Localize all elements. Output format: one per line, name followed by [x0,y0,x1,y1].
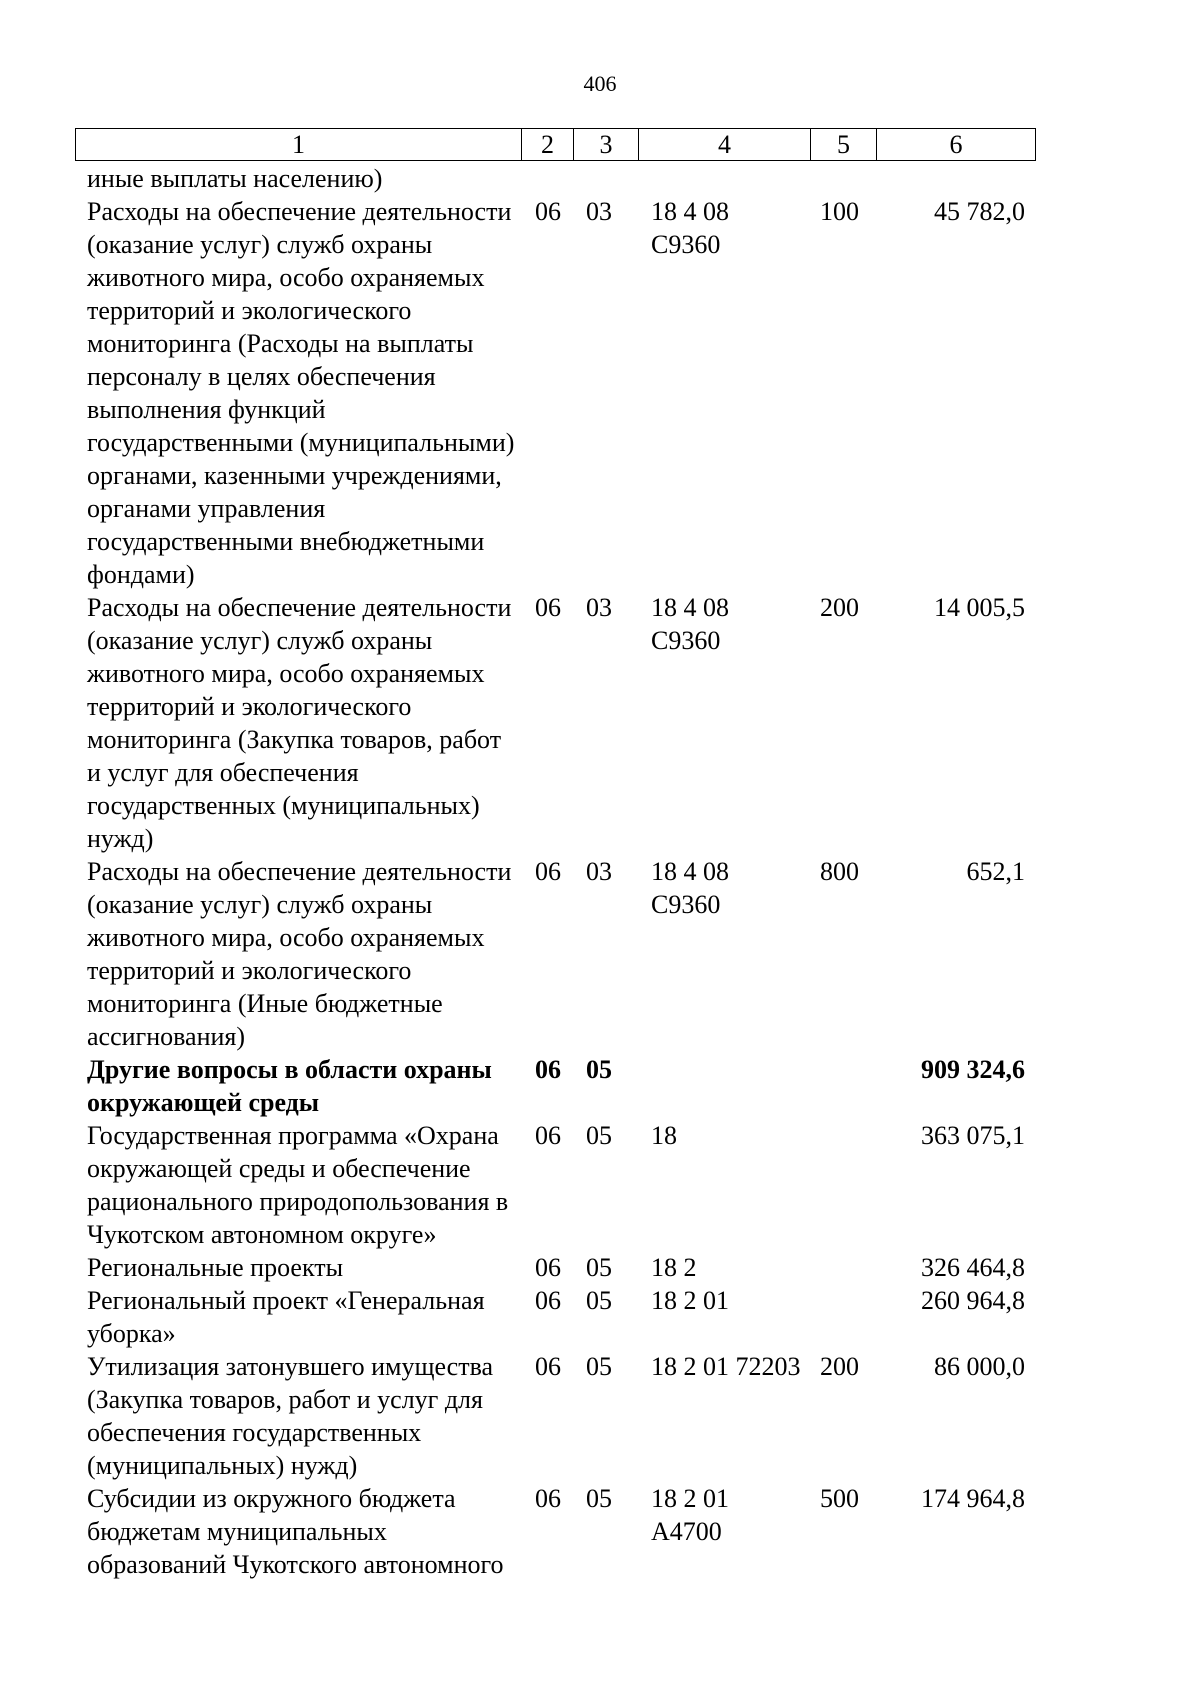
row-amount: 652,1 [966,857,1025,886]
row-target-article [638,1251,810,1284]
row-subsection-code: 05 [586,1253,612,1282]
row-name: иные выплаты населению) [87,164,383,193]
row-target-article [638,1284,810,1350]
row-expense-type [810,1053,876,1119]
target-article-line-2: С9360 [651,230,721,259]
row-section-code [521,162,573,195]
row-name: Утилизация затонувшего имущества (Закупка товаров, работ и услуг для обеспечения государственных (муниципальных) нужд) [87,1352,494,1480]
row-amount: 909 324,6 [921,1055,1025,1084]
target-article-line-1: 18 2 01 72203 [651,1352,801,1381]
target-article-line-1: 18 2 [651,1253,697,1282]
row-subsection-code: 03 [586,197,612,226]
row-section-code: 06 [535,1484,561,1513]
target-article-line-1: 18 [651,1121,677,1150]
row-name: Региональный проект «Генеральная уборка» [87,1286,485,1348]
table-header [75,128,1036,161]
header-col-1: 1 [76,129,522,161]
target-article-line-1: 18 4 08 [651,593,729,622]
row-name: Расходы на обеспечение деятельности (оказание услуг) служб охраны животного мира, особо охраняемых территорий и экологического мониторинга (Расходы на выплаты персоналу в целях обеспечения выполнения функций государственными (муниципальными) органами, казенными учреждениями, органами управления государственными внебюджетными фондами) [87,197,515,589]
header-col-3: 3 [574,129,639,161]
table-row [75,1053,1035,1119]
row-target-article [638,162,810,195]
target-article-line-2: А4700 [651,1517,722,1546]
row-name: Расходы на обеспечение деятельности (оказание услуг) служб охраны животного мира, особо охраняемых территорий и экологического мониторинга (Иные бюджетные ассигнования) [87,857,512,1051]
table-row [75,855,1035,1053]
row-section-code: 06 [535,1286,561,1315]
row-subsection-code: 03 [586,593,612,622]
row-subsection-code: 05 [586,1286,612,1315]
row-section-code: 06 [535,593,561,622]
header-col-6: 6 [877,129,1036,161]
target-article-line-1: 18 2 01 [651,1484,729,1513]
table-row [75,195,1035,591]
header-col-5: 5 [811,129,877,161]
row-subsection-code: 05 [586,1484,612,1513]
table-row [75,591,1035,855]
target-article-line-2: С9360 [651,890,721,919]
row-name: Государственная программа «Охрана окружающей среды и обеспечение рационального природопользования в Чукотском автономном округе» [87,1121,509,1249]
row-amount: 363 075,1 [921,1121,1025,1150]
header-col-4: 4 [639,129,811,161]
row-amount: 86 000,0 [934,1352,1025,1381]
table-row [75,1119,1035,1251]
table-row [75,1251,1035,1284]
row-section-code: 06 [535,857,561,886]
target-article-line-1: 18 2 01 [651,1286,729,1315]
row-section-code: 06 [535,197,561,226]
row-subsection-code: 05 [586,1352,612,1381]
row-subsection-code: 05 [586,1121,612,1150]
row-amount: 14 005,5 [934,593,1025,622]
target-article-line-1: 18 4 08 [651,197,729,226]
row-name: Субсидии из окружного бюджета бюджетам муниципальных образований Чукотского автономного [87,1484,504,1579]
row-expense-type: 500 [820,1484,859,1513]
target-article-line-1: 18 4 08 [651,857,729,886]
row-section-code: 06 [535,1121,561,1150]
row-target-article [638,1119,810,1251]
row-target-article [638,1350,810,1482]
row-subsection-code: 03 [586,857,612,886]
row-expense-type [810,1284,876,1350]
table-row [75,162,1035,195]
row-section-code: 06 [535,1352,561,1381]
row-target-article [638,1482,810,1581]
target-article-line-2: С9360 [651,626,721,655]
row-section-code: 06 [535,1253,561,1282]
row-amount: 174 964,8 [921,1484,1025,1513]
row-expense-type [810,1251,876,1284]
row-expense-type: 200 [820,593,859,622]
row-subsection-code: 05 [586,1055,612,1084]
table-row [75,1350,1035,1482]
table-row [75,1284,1035,1350]
budget-table [75,162,1035,1581]
row-name: Расходы на обеспечение деятельности (оказание услуг) служб охраны животного мира, особо охраняемых территорий и экологического мониторинга (Закупка товаров, работ и услуг для обеспечения государственных (муниципальных) нужд) [87,593,512,853]
row-amount [876,162,1035,195]
page-number: 406 [583,71,617,96]
row-section-code: 06 [535,1055,561,1084]
row-subsection-code [573,162,638,195]
header-col-2: 2 [522,129,574,161]
row-expense-type [810,162,876,195]
row-expense-type: 800 [820,857,859,886]
row-target-article [638,195,810,591]
table-row [75,1482,1035,1581]
row-amount: 326 464,8 [921,1253,1025,1282]
row-target-article [638,591,810,855]
row-amount: 45 782,0 [934,197,1025,226]
row-name: Региональные проекты [87,1253,344,1282]
row-target-article [638,855,810,1053]
row-name: Другие вопросы в области охраны окружающей среды [87,1055,492,1117]
row-target-article [638,1053,810,1119]
row-amount: 260 964,8 [921,1286,1025,1315]
row-expense-type: 200 [820,1352,859,1381]
row-expense-type [810,1119,876,1251]
row-expense-type: 100 [820,197,859,226]
